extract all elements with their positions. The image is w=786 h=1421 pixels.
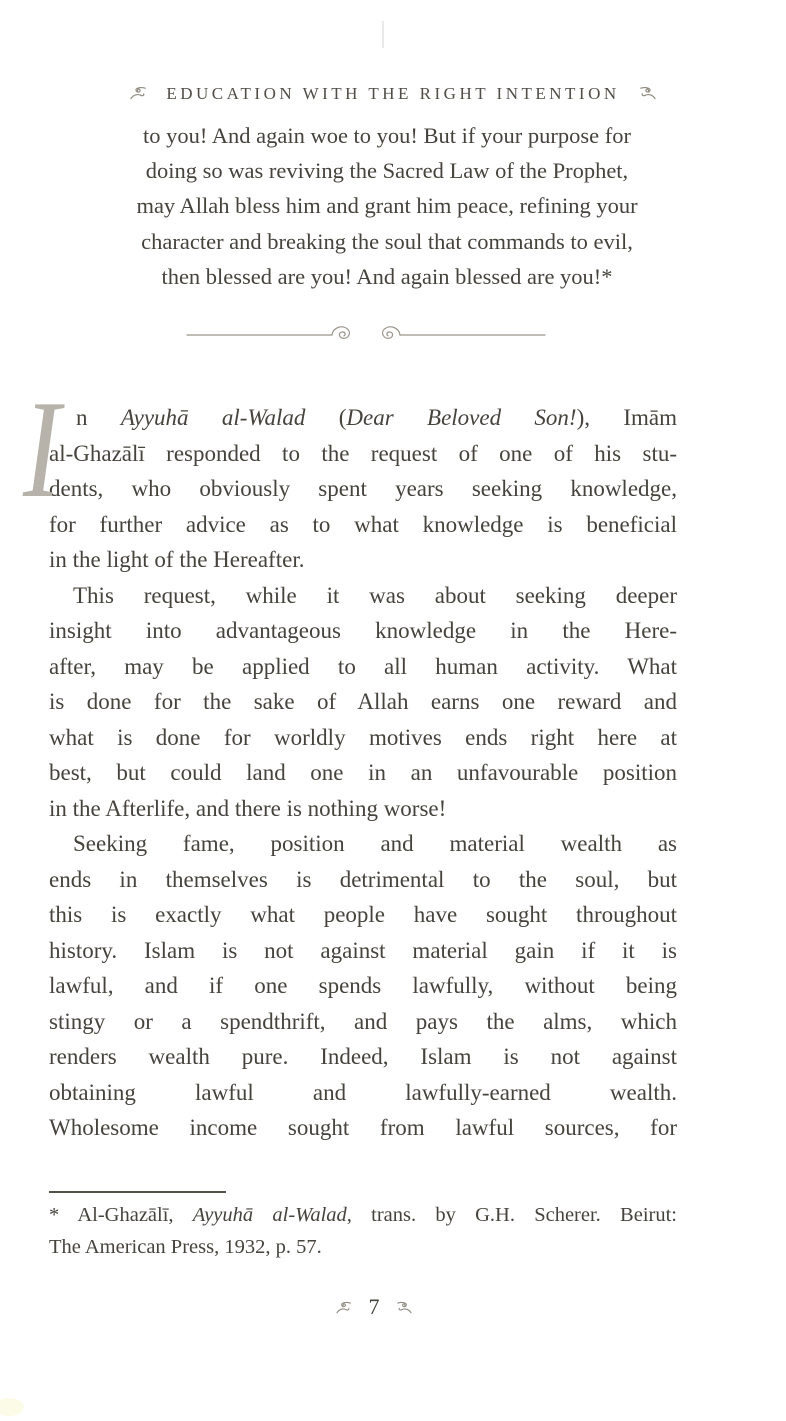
text-line: lawful, and if one spends lawfully, without being bbox=[49, 973, 677, 998]
body-text bbox=[23, 372, 677, 1146]
fleuron-left-icon bbox=[130, 86, 146, 100]
quote-line: doing so was reviving the Sacred Law of the Prophet, bbox=[145, 158, 629, 184]
header-title: EDUCATION WITH THE RIGHT INTENTION bbox=[166, 84, 620, 103]
fleuron-right-icon bbox=[397, 1301, 412, 1314]
text-line: after, may be applied to all human activity. What bbox=[49, 653, 677, 679]
text-line: Seeking fame, position and material wealth as bbox=[73, 831, 677, 856]
text-line: n Ayyuhā al-Walad (Dear Beloved Son!), Imām bbox=[76, 405, 677, 430]
paragraph bbox=[49, 826, 677, 1146]
text-line: in the light of the Hereafter. bbox=[49, 547, 305, 572]
text-line: for further advice as to what knowledge is beneficial bbox=[49, 511, 677, 537]
text-line: stingy or a spendthrift, and pays the alms, which bbox=[49, 1008, 677, 1034]
text-line: Wholesome income sought from lawful sources, for bbox=[49, 1115, 677, 1140]
text-line: The American Press, 1932, p. 57. bbox=[49, 1235, 322, 1258]
footnote-rule bbox=[49, 1191, 226, 1193]
text-line: * Al-Ghazālī, Ayyuhā al-Walad, trans. by G.H. Scherer. Beirut: bbox=[49, 1204, 677, 1226]
text-line: renders wealth pure. Indeed, Islam is not against bbox=[49, 1044, 677, 1069]
text-line: best, but could land one in an unfavourable position bbox=[49, 760, 677, 785]
fleuron-right-icon bbox=[640, 86, 656, 100]
quote-line: may Allah bless him and grant him peace, refining your bbox=[136, 193, 638, 219]
running-header bbox=[0, 84, 786, 104]
text-line: al-Ghazālī responded to the request of one of his stu- bbox=[49, 440, 677, 466]
scan-artifact-line bbox=[382, 21, 384, 48]
footnote bbox=[49, 1200, 677, 1263]
drop-cap: I bbox=[23, 372, 61, 527]
quote-line: character and breaking the soul that commands to evil, bbox=[141, 228, 633, 254]
scan-smudge bbox=[0, 1398, 24, 1416]
quote-line: to you! And again woe to you! But if your purpose for bbox=[142, 123, 632, 148]
text-line: what is done for worldly motives ends right here at bbox=[49, 724, 677, 750]
page-footer bbox=[0, 1294, 748, 1320]
fleuron-left-icon bbox=[336, 1301, 351, 1314]
text-line: in the Afterlife, and there is nothing worse! bbox=[49, 795, 447, 821]
section-divider-ornament bbox=[186, 321, 546, 347]
quote-line: then blessed are you! And again blessed are you!* bbox=[161, 263, 613, 289]
text-line: insight into advantageous knowledge in the Here- bbox=[49, 618, 677, 643]
text-line: history. Islam is not against material gain if it is bbox=[49, 937, 677, 963]
paragraph bbox=[23, 372, 677, 578]
text-line: dents, who obviously spent years seeking knowledge, bbox=[49, 476, 677, 501]
quote-block bbox=[40, 118, 734, 294]
text-line: ends in themselves is detrimental to the soul, but bbox=[49, 866, 677, 892]
text-line: this is exactly what people have sought throughout bbox=[49, 902, 677, 927]
paragraph bbox=[49, 578, 677, 827]
text-line: is done for the sake of Allah earns one reward and bbox=[49, 689, 677, 714]
page-number: 7 bbox=[368, 1294, 380, 1319]
text-line: obtaining lawful and lawfully-earned wealth. bbox=[49, 1079, 677, 1105]
text-line: This request, while it was about seeking deeper bbox=[73, 582, 677, 608]
